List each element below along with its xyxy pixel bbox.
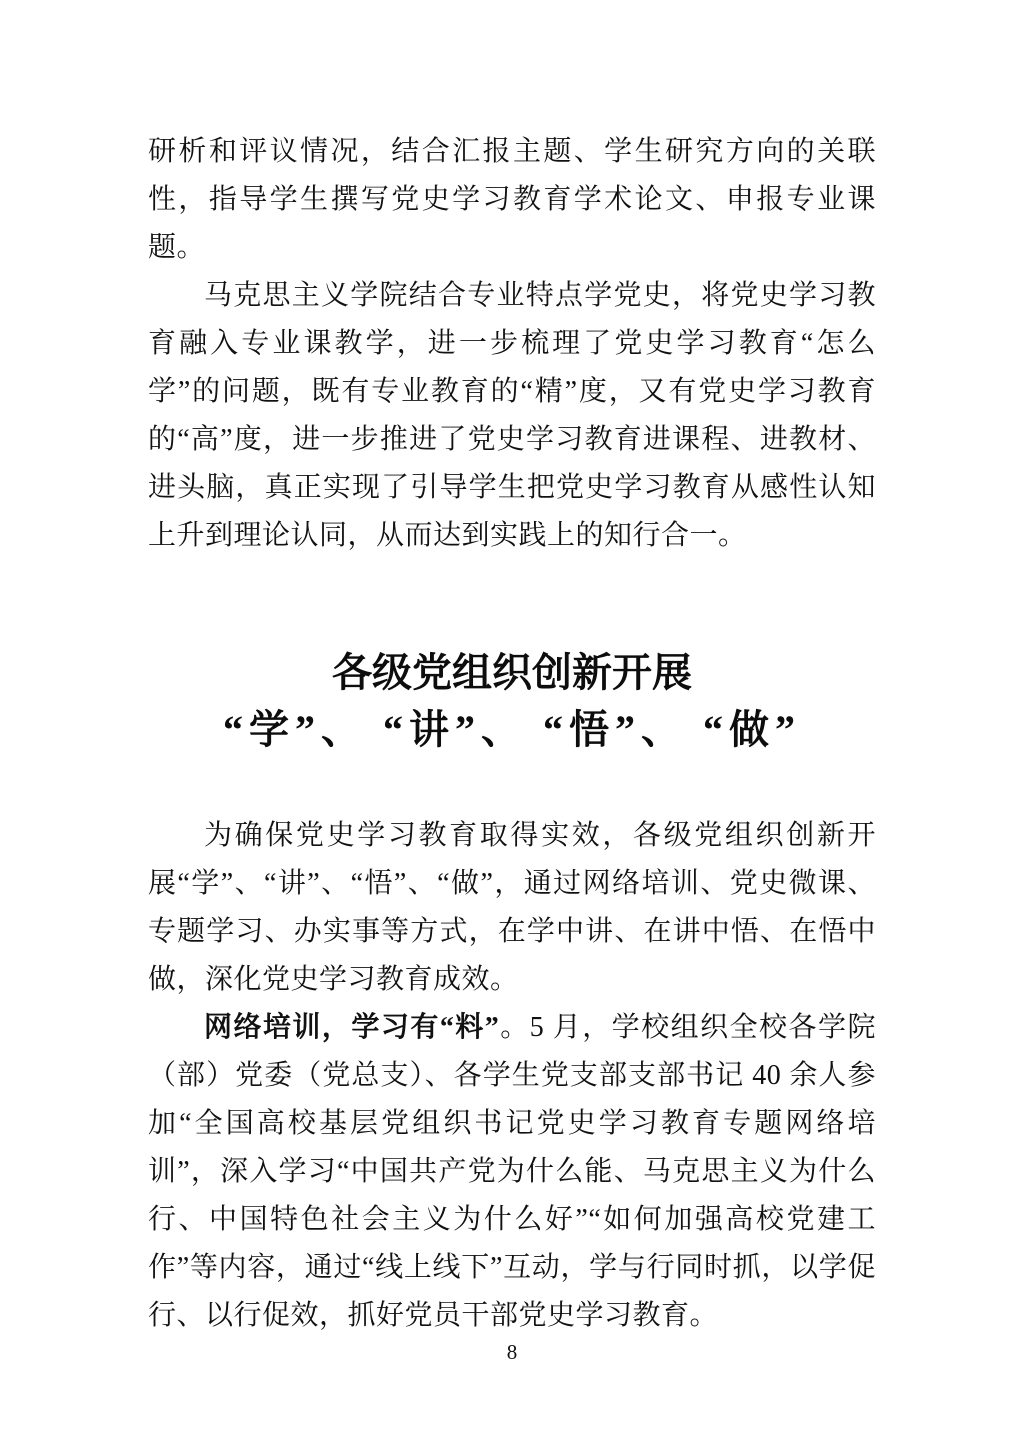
section-heading-line2: “学”、 “讲”、 “悟”、 “做” xyxy=(223,707,801,752)
section-heading-line1: 各级党组织创新开展 xyxy=(332,650,692,695)
document-body xyxy=(148,128,876,1340)
paragraph-network-training xyxy=(148,1004,876,1340)
paragraph-network-training-rest: 。5 月，学校组织全校各学院（部）党委（党总支）、各学生党支部支部书记 40 余人参加“全国高校基层党组织书记党史学习教育专题网络培训”，深入学习“中国共产党为什么能、马克思主义为什么行、中国特色社会主义为什么好”“如何加强高校党建工作”等内容，通过“线上线下”互动，学与行同时抓，以学促行、以行促效，抓好党员干部党史学习教育。 xyxy=(148,1012,876,1331)
paragraph-continuation: 研析和评议情况，结合汇报主题、学生研究方向的关联性，指导学生撰写党史学习教育学术论文、申报专业课题。 xyxy=(148,136,876,263)
paragraph-marxism-school: 马克思主义学院结合专业特点学党史，将党史学习教育融入专业课教学，进一步梳理了党史学习教育“怎么学”的问题，既有专业教育的“精”度，又有党史学习教育的“高”度，进一步推进了党史学习教育进课程、进教材、进头脑，真正实现了引导学生把党史学习教育从感性认知上升到理论认同，从而达到实践上的知行合一。 xyxy=(148,280,876,551)
paragraph-network-training-lead: 网络培训，学习有“料” xyxy=(204,1012,500,1043)
paragraph-overview: 为确保党史学习教育取得实效，各级党组织创新开展“学”、“讲”、“悟”、“做”，通过网络培训、党史微课、专题学习、办实事等方式，在学中讲、在讲中悟、在悟中做，深化党史学习教育成效。 xyxy=(148,820,876,995)
page-number: 8 xyxy=(506,1340,518,1364)
section-heading xyxy=(148,644,876,758)
